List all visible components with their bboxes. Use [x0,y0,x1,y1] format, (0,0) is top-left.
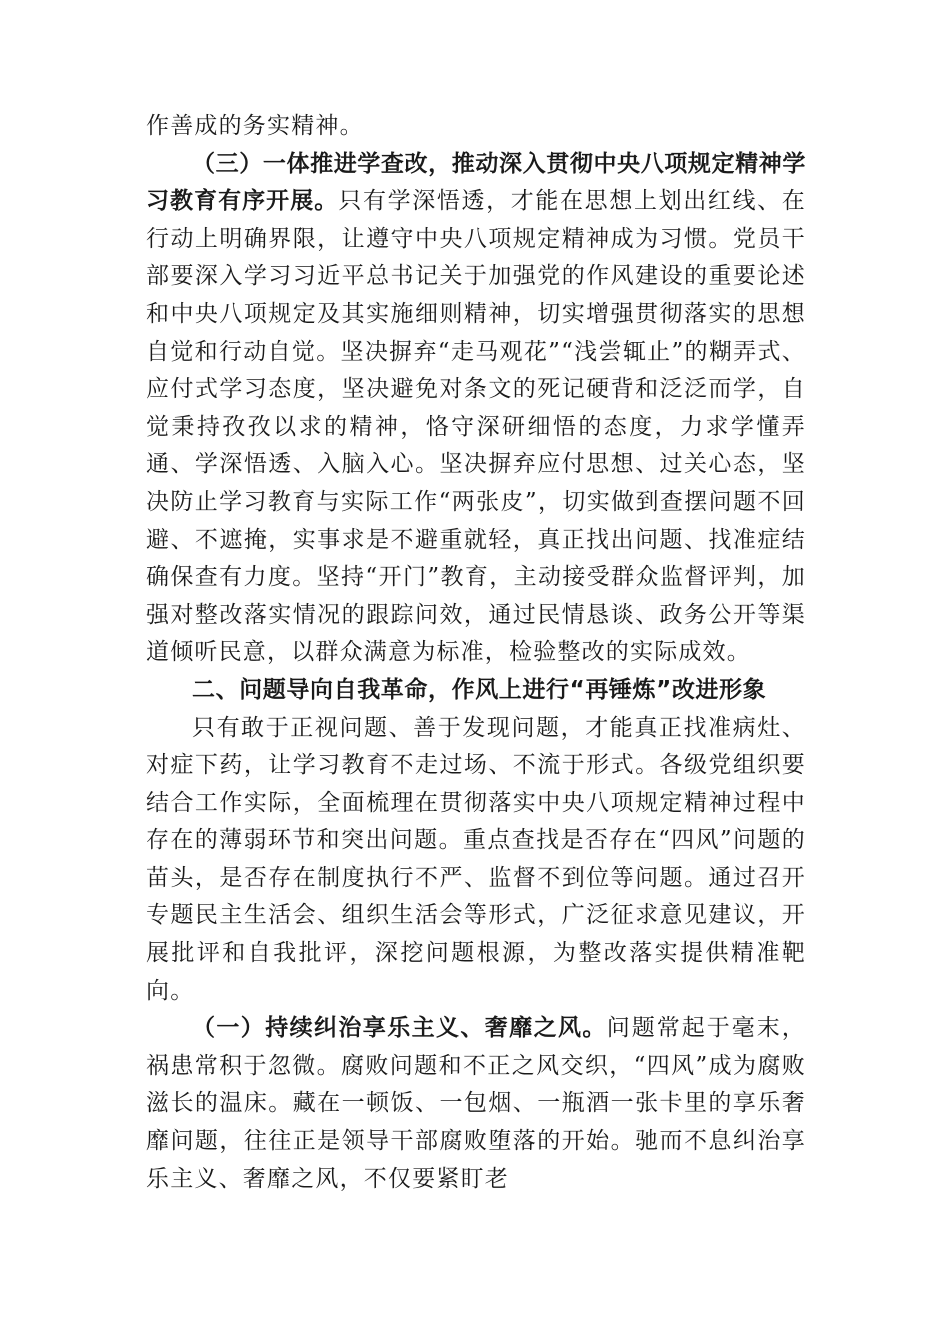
section-three-lead: （三）一体推进学查改，推动深入贯彻中央八项规定精神学习教育有序开展。 [146,150,806,215]
paragraph-section-one [146,1010,806,1198]
document-page [146,108,806,1198]
paragraph-continuation [146,108,806,146]
section-one-lead: （一）持续纠治享乐主义、奢靡之风。 [192,1015,607,1042]
section-three-body: 只有学深悟透，才能在思想上划出红线、在行动上明确界限，让遵守中央八项规定精神成为习惯。党员干部要深入学习习近平总书记关于加强党的作风建设的重要论述和中央八项规定及其实施细则精神，切实增强贯彻落实的思想自觉和行动自觉。坚决摒弃“走马观花”“浅尝辄止”的糊弄式、应付式学习态度，坚决避免对条文的死记硬背和泛泛而学，自觉秉持孜孜以求的精神，恪守深研细悟的态度，力求学懂弄通、学深悟透、入脑入心。坚决摒弃应付思想、过关心态，坚决防止学习教育与实际工作“两张皮”，切实做到查摆问题不回避、不遮掩，实事求是不避重就轻，真正找出问题、找准症结确保查有力度。坚持“开门”教育，主动接受群众监督评判，加强对整改落实情况的跟踪问效，通过民情恳谈、政务公开等渠道倾听民意，以群众满意为标准，检验整改的实际成效。 [146,188,806,666]
heading-text: 二、问题导向自我革命，作风上进行“再锤炼”改进形象 [192,676,767,703]
paragraph-section-three [146,146,806,672]
paragraph-text: 作善成的务实精神。 [146,113,364,139]
section-one-body: 问题常起于毫末，祸患常积于忽微。腐败问题和不正之风交织，“四风”成为腐败滋长的温床。藏在一顿饭、一包烟、一瓶酒一张卡里的享乐奢靡问题，往往正是领导干部腐败堕落的开始。驰而不息纠治享乐主义、奢靡之风，不仅要紧盯老 [146,1015,806,1192]
paragraph-part-two-intro [146,710,806,1011]
heading-part-two [146,672,806,710]
paragraph-text: 只有敢于正视问题、善于发现问题，才能真正找准病灶、对症下药，让学习教育不走过场、不流于形式。各级党组织要结合工作实际，全面梳理在贯彻落实中央八项规定精神过程中存在的薄弱环节和突出问题。重点查找是否存在“四风”问题的苗头，是否存在制度执行不严、监督不到位等问题。通过召开专题民主生活会、组织生活会等形式，广泛征求意见建议，开展批评和自我批评，深挖问题根源，为整改落实提供精准靶向。 [146,714,806,1004]
